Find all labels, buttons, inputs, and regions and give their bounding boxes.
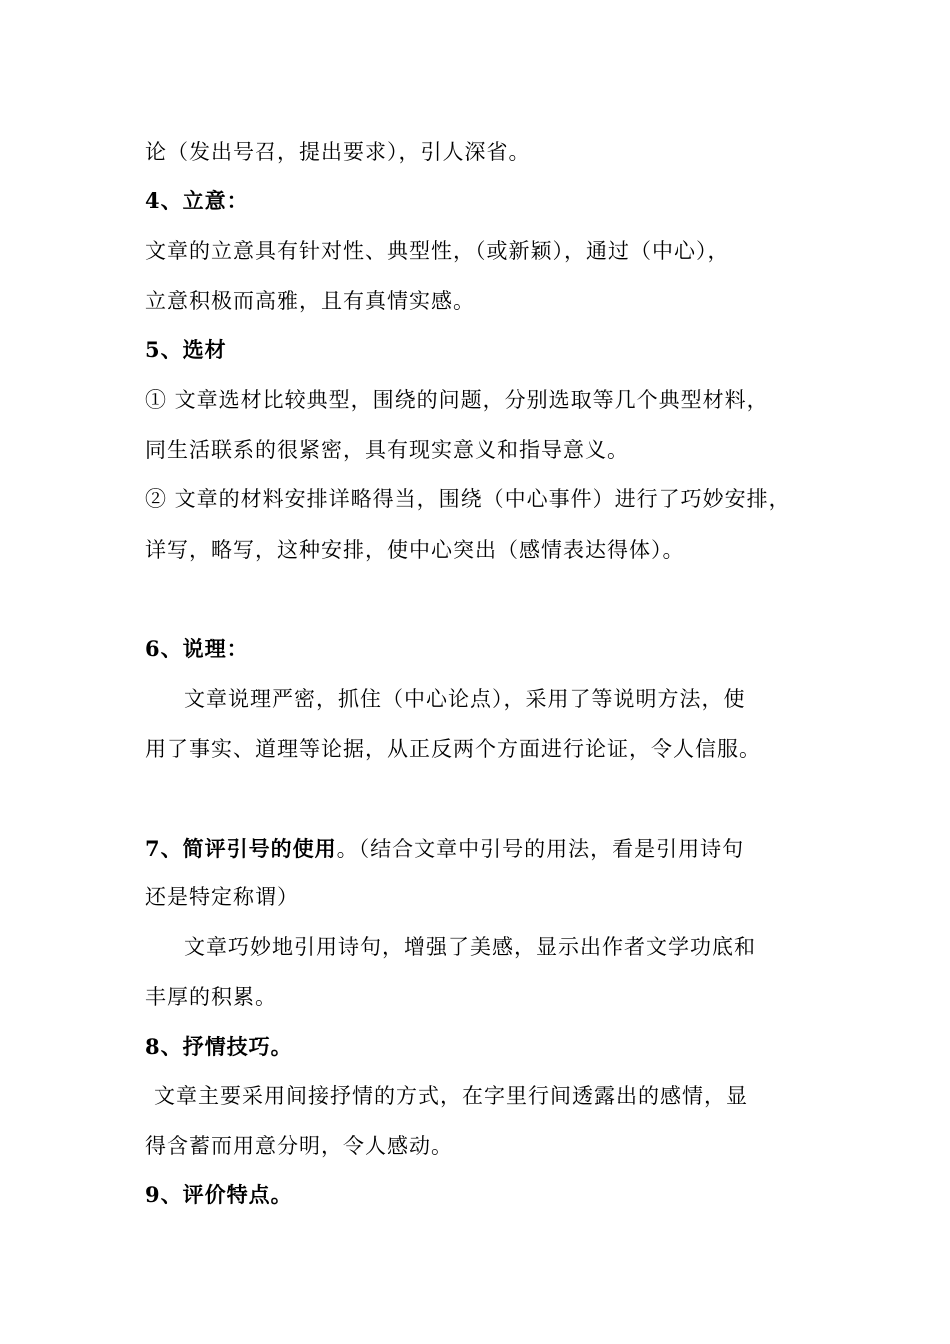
paragraph-line: 文章的立意具有针对性、典型性，（或新颖），通过（中心）， — [145, 239, 730, 263]
paragraph-line: ① 文章选材比较典型，围绕的问题，分别选取等几个典型材料， — [145, 388, 769, 412]
paragraph-line: 丰厚的积累。 — [145, 985, 277, 1009]
paragraph-line: 论（发出号召，提出要求），引人深省。 — [145, 140, 531, 164]
section-heading-9: 9、评价特点。 — [145, 1182, 293, 1207]
paragraph-line: 用了事实、道理等论据，从正反两个方面进行论证，令人信服。 — [145, 737, 761, 761]
section-heading-4: 4、立意： — [145, 188, 249, 213]
paragraph-line: 文章巧妙地引用诗句，增强了美感，显示出作者文学功底和 — [184, 935, 756, 959]
paragraph-line: 立意积极而高雅，且有真情实感。 — [145, 289, 475, 313]
paragraph-line: 同生活联系的很紧密，具有现实意义和指导意义。 — [145, 438, 629, 462]
heading-note: 。（结合文章中引号的用法，看是引用诗句 — [336, 837, 745, 861]
section-heading-7: 7、简评引号的使用 — [145, 836, 337, 861]
section-heading-7-line — [145, 834, 825, 864]
section-heading-5: 5、选材 — [145, 337, 227, 362]
paragraph-line: 文章主要采用间接抒情的方式，在字里行间透露出的感情，显 — [154, 1084, 748, 1108]
paragraph-line: 得含蓄而用意分明，令人感动。 — [145, 1134, 453, 1158]
section-heading-6: 6、说理： — [145, 636, 249, 661]
paragraph-line: 还是特定称谓） — [145, 885, 299, 909]
paragraph-line: 文章说理严密，抓住（中心论点），采用了等说明方法，使 — [184, 687, 746, 711]
paragraph-line: ② 文章的材料安排详略得当，围绕（中心事件）进行了巧妙安排， — [145, 487, 791, 511]
paragraph-line: 详写，略写，这种安排，使中心突出（感情表达得体）。 — [145, 538, 685, 562]
section-heading-8: 8、抒情技巧。 — [145, 1034, 293, 1059]
